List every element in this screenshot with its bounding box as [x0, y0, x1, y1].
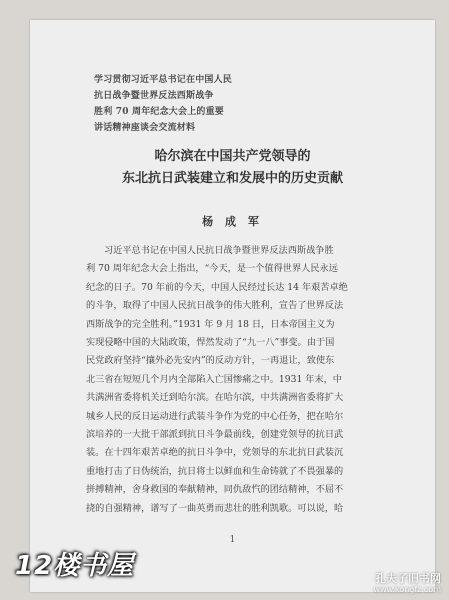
- title-line-1: 哈尔滨在中国共产党领导的: [154, 149, 311, 164]
- body-line: 利 70 周年纪念大会上指出，“今天，是一个值得世界人民永远: [86, 263, 338, 275]
- watermark-site-name: 孔夫子旧书网: [375, 572, 441, 585]
- body-line: 纪念的日子。70 年前的今天，中国人民经过长达 14 年艰苦卓绝: [86, 281, 348, 293]
- bottom-left-watermark: 12楼书屋: [15, 551, 135, 581]
- body-line: 民党政府坚持“攘外必先安内”的反动方针，一再退让，致使东: [86, 355, 335, 367]
- header-line-1: 学习贯彻习近平总书记在中国人民: [94, 75, 233, 85]
- author-name: 杨 成 军: [202, 215, 263, 228]
- body-paragraph: [86, 242, 416, 518]
- body-line: 拼搏精神，舍身救国的奉献精神，同仇敌忾的团结精神，不屈不: [86, 484, 344, 496]
- body-line: 共满洲省委将机关迁到哈尔滨。在哈尔滨，中共满洲省委将扩大: [86, 392, 344, 404]
- body-line: 滨培养的一大批干部派到抗日斗争最前线，创建党领导的抗日武: [86, 429, 344, 441]
- header-line-4: 讲话精神座谈会交流材料: [94, 123, 196, 133]
- document-title: [30, 146, 435, 190]
- title-line-2: 东北抗日武装建立和发展中的历史贡献: [121, 171, 343, 186]
- document-page: [30, 20, 435, 592]
- header-line-3: 胜利 70 周年纪念大会上的重要: [94, 107, 224, 117]
- body-line: 西斯战争的完全胜利。”1931 年 9 月 18 日，日本帝国主义为: [86, 318, 335, 330]
- body-line: 实现侵略中国的大陆政策，悍然发动了“九一八”事变。由于国: [86, 337, 335, 349]
- body-line: 北三省在短短几个月内全部陷入亡国惨痛之中。1931 年末，中: [86, 373, 342, 385]
- body-line: 城乡人民的反日运动进行武装斗争作为党的中心任务，把在哈尔: [86, 410, 344, 422]
- page-number: 1: [229, 535, 236, 545]
- watermark-site-url: www.kongfz.com: [373, 585, 441, 594]
- body-line: 的斗争，取得了中国人民抗日战争的伟大胜利，宣告了世界反法: [86, 300, 344, 312]
- header-subtitle-block: [94, 72, 284, 136]
- body-line: 装。在十四年艰苦卓绝的抗日斗争中，党领导的东北抗日武装沉: [86, 447, 344, 459]
- body-line: 习近平总书记在中国人民抗日战争暨世界反法西斯战争胜: [104, 245, 334, 256]
- header-line-2: 抗日战争暨世界反法西斯战争: [94, 91, 214, 101]
- body-line: 重地打击了日伪统治，抗日将士以鲜血和生命铸就了不畏强暴的: [86, 465, 344, 477]
- bottom-right-watermark: [374, 573, 441, 595]
- body-line: 挠的自强精神，谱写了一曲英勇而悲壮的胜利凯歌。可以说，哈: [86, 502, 344, 514]
